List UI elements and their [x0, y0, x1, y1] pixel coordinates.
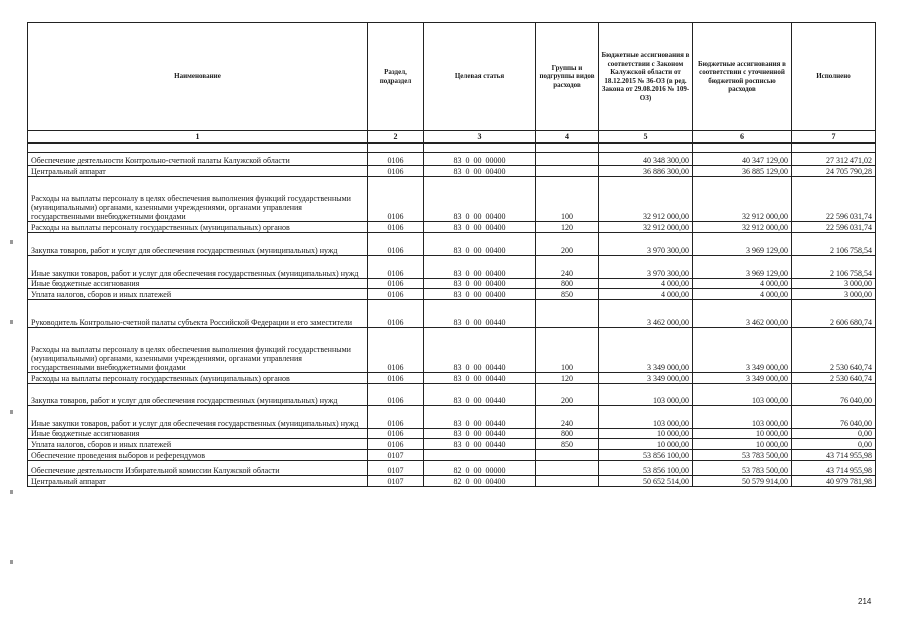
row-expense-group: 240 [536, 256, 599, 279]
table-row [28, 439, 876, 450]
row-expense-group: 120 [536, 222, 599, 233]
row-expense-group [536, 300, 599, 328]
row-target-article: 83 0 00 00400 [424, 222, 536, 233]
row-expense-group: 200 [536, 384, 599, 406]
row-budget-allocation: 3 970 300,00 [599, 233, 693, 256]
row-executed: 3 000,00 [792, 289, 876, 300]
row-executed: 2 606 680,74 [792, 300, 876, 328]
row-expense-group: 100 [536, 328, 599, 373]
row-expense-group: 240 [536, 406, 599, 429]
column-number: 2 [368, 131, 424, 144]
row-target-article: 83 0 00 00400 [424, 279, 536, 289]
column-number: 6 [693, 131, 792, 144]
row-section: 0106 [368, 300, 424, 328]
row-executed: 27 312 471,02 [792, 153, 876, 166]
row-refined-allocation: 103 000,00 [693, 406, 792, 429]
row-executed: 76 040,00 [792, 384, 876, 406]
header-expense-group: Группы и подгруппы видов расходов [536, 23, 599, 131]
row-executed: 22 596 031,74 [792, 222, 876, 233]
row-refined-allocation: 4 000,00 [693, 279, 792, 289]
row-section: 0106 [368, 289, 424, 300]
row-section: 0106 [368, 166, 424, 177]
table-row [28, 429, 876, 439]
header-row [28, 23, 876, 131]
table-row [28, 406, 876, 429]
row-target-article: 83 0 00 00440 [424, 373, 536, 384]
row-budget-allocation: 10 000,00 [599, 429, 693, 439]
row-name: Обеспечение проведения выборов и референдумов [28, 450, 368, 461]
page-number: 214 [858, 597, 872, 606]
row-expense-group: 120 [536, 373, 599, 384]
row-section: 0106 [368, 439, 424, 450]
row-executed: 43 714 955,98 [792, 450, 876, 461]
table-body [28, 153, 876, 487]
row-section: 0107 [368, 450, 424, 461]
row-refined-allocation: 32 912 000,00 [693, 222, 792, 233]
header-target-article: Целевая статья [424, 23, 536, 131]
row-expense-group: 800 [536, 429, 599, 439]
table-row [28, 300, 876, 328]
table-row [28, 256, 876, 279]
row-target-article: 83 0 00 00400 [424, 256, 536, 279]
row-expense-group [536, 166, 599, 177]
row-name: Центральный аппарат [28, 166, 368, 177]
row-budget-allocation: 32 912 000,00 [599, 177, 693, 222]
row-refined-allocation: 3 349 000,00 [693, 328, 792, 373]
row-budget-allocation: 103 000,00 [599, 406, 693, 429]
row-target-article: 83 0 00 00440 [424, 406, 536, 429]
row-name: Обеспечение деятельности Избирательной комиссии Калужской области [28, 461, 368, 476]
row-target-article: 82 0 00 00400 [424, 476, 536, 487]
row-target-article: 83 0 00 00440 [424, 429, 536, 439]
row-budget-allocation: 10 000,00 [599, 439, 693, 450]
row-executed: 2 106 758,54 [792, 233, 876, 256]
header-refined-allocation: Бюджетные ассигнования в соответствии с уточненной бюджетной росписью расходов [693, 23, 792, 131]
row-name: Уплата налогов, сборов и иных платежей [28, 439, 368, 450]
table-row [28, 153, 876, 166]
row-name: Руководитель Контрольно-счетной палаты субъекта Российской Федерации и его заместители [28, 300, 368, 328]
row-refined-allocation: 50 579 914,00 [693, 476, 792, 487]
row-executed: 0,00 [792, 439, 876, 450]
row-name: Иные бюджетные ассигнования [28, 429, 368, 439]
row-executed: 3 000,00 [792, 279, 876, 289]
row-executed: 2 106 758,54 [792, 256, 876, 279]
table-row [28, 233, 876, 256]
table-row [28, 476, 876, 487]
row-name: Иные закупки товаров, работ и услуг для обеспечения государственных (муниципальных) нужд [28, 256, 368, 279]
table-row [28, 177, 876, 222]
row-name: Закупка товаров, работ и услуг для обеспечения государственных (муниципальных) нужд [28, 233, 368, 256]
row-executed: 2 530 640,74 [792, 328, 876, 373]
row-budget-allocation: 53 856 100,00 [599, 461, 693, 476]
row-expense-group: 200 [536, 233, 599, 256]
row-budget-allocation: 3 462 000,00 [599, 300, 693, 328]
column-number: 1 [28, 131, 368, 144]
row-budget-allocation: 3 970 300,00 [599, 256, 693, 279]
row-executed: 76 040,00 [792, 406, 876, 429]
row-expense-group [536, 461, 599, 476]
row-budget-allocation: 3 349 000,00 [599, 328, 693, 373]
table-row [28, 373, 876, 384]
row-section: 0106 [368, 222, 424, 233]
row-expense-group [536, 476, 599, 487]
row-name: Расходы на выплаты персоналу государственных (муниципальных) органов [28, 373, 368, 384]
row-expense-group: 100 [536, 177, 599, 222]
row-expense-group: 850 [536, 439, 599, 450]
table-row [28, 279, 876, 289]
row-section: 0106 [368, 373, 424, 384]
row-refined-allocation: 53 783 500,00 [693, 461, 792, 476]
row-section: 0107 [368, 461, 424, 476]
header-section: Раздел, подраздел [368, 23, 424, 131]
table-row [28, 166, 876, 177]
header-executed: Исполнено [792, 23, 876, 131]
row-budget-allocation: 36 886 300,00 [599, 166, 693, 177]
row-target-article: 83 0 00 00440 [424, 328, 536, 373]
row-refined-allocation: 103 000,00 [693, 384, 792, 406]
table-row [28, 384, 876, 406]
row-expense-group [536, 450, 599, 461]
row-target-article: 83 0 00 00440 [424, 300, 536, 328]
row-name: Расходы на выплаты персоналу в целях обеспечения выполнения функций государственными (муниципальными) органами, казенными учреждениями, органами управления государственными внебюджетными фондами [28, 177, 368, 222]
row-section: 0107 [368, 476, 424, 487]
row-section: 0106 [368, 328, 424, 373]
row-refined-allocation: 3 969 129,00 [693, 256, 792, 279]
row-section: 0106 [368, 153, 424, 166]
row-name: Обеспечение деятельности Контрольно-счетной палаты Калужской области [28, 153, 368, 166]
column-number-row [28, 131, 876, 144]
row-name: Иные бюджетные ассигнования [28, 279, 368, 289]
row-budget-allocation: 103 000,00 [599, 384, 693, 406]
row-name: Закупка товаров, работ и услуг для обеспечения государственных (муниципальных) нужд [28, 384, 368, 406]
row-target-article: 83 0 00 00440 [424, 439, 536, 450]
row-executed: 2 530 640,74 [792, 373, 876, 384]
row-refined-allocation: 10 000,00 [693, 429, 792, 439]
row-budget-allocation: 32 912 000,00 [599, 222, 693, 233]
row-refined-allocation: 4 000,00 [693, 289, 792, 300]
row-executed: 0,00 [792, 429, 876, 439]
row-budget-allocation: 50 652 514,00 [599, 476, 693, 487]
row-refined-allocation: 36 885 129,00 [693, 166, 792, 177]
row-budget-allocation: 3 349 000,00 [599, 373, 693, 384]
row-section: 0106 [368, 384, 424, 406]
row-target-article [424, 450, 536, 461]
row-budget-allocation: 53 856 100,00 [599, 450, 693, 461]
column-number: 4 [536, 131, 599, 144]
table-row [28, 222, 876, 233]
column-number: 7 [792, 131, 876, 144]
row-section: 0106 [368, 233, 424, 256]
row-name: Иные закупки товаров, работ и услуг для обеспечения государственных (муниципальных) нужд [28, 406, 368, 429]
row-refined-allocation: 3 349 000,00 [693, 373, 792, 384]
row-target-article: 82 0 00 00000 [424, 461, 536, 476]
table-row [28, 450, 876, 461]
row-section: 0106 [368, 279, 424, 289]
row-expense-group: 850 [536, 289, 599, 300]
row-target-article: 83 0 00 00400 [424, 233, 536, 256]
row-refined-allocation: 3 462 000,00 [693, 300, 792, 328]
row-target-article: 83 0 00 00400 [424, 166, 536, 177]
budget-execution-table [27, 22, 876, 487]
header-budget-allocation: Бюджетные ассигнования в соответствии с Законом Калужской области от 18.12.2015 № 36-ОЗ (в ред. Закона от 29.08.2016 № 109-ОЗ) [599, 23, 693, 131]
spacer-row [28, 143, 876, 153]
row-section: 0106 [368, 177, 424, 222]
row-budget-allocation: 40 348 300,00 [599, 153, 693, 166]
table-row [28, 461, 876, 476]
header-name: Наименование [28, 23, 368, 131]
row-budget-allocation: 4 000,00 [599, 289, 693, 300]
row-name: Центральный аппарат [28, 476, 368, 487]
row-name: Расходы на выплаты персоналу государственных (муниципальных) органов [28, 222, 368, 233]
scan-margin-marks [10, 240, 14, 570]
row-expense-group [536, 153, 599, 166]
row-target-article: 83 0 00 00000 [424, 153, 536, 166]
table-row [28, 289, 876, 300]
row-target-article: 83 0 00 00440 [424, 384, 536, 406]
row-executed: 40 979 781,98 [792, 476, 876, 487]
row-refined-allocation: 53 783 500,00 [693, 450, 792, 461]
row-name: Уплата налогов, сборов и иных платежей [28, 289, 368, 300]
row-refined-allocation: 32 912 000,00 [693, 177, 792, 222]
row-target-article: 83 0 00 00400 [424, 289, 536, 300]
column-number: 5 [599, 131, 693, 144]
row-executed: 43 714 955,98 [792, 461, 876, 476]
row-section: 0106 [368, 406, 424, 429]
row-section: 0106 [368, 256, 424, 279]
row-name: Расходы на выплаты персоналу в целях обеспечения выполнения функций государственными (муниципальными) органами, казенными учреждениями, органами управления государственными внебюджетными фондами [28, 328, 368, 373]
row-budget-allocation: 4 000,00 [599, 279, 693, 289]
row-target-article: 83 0 00 00400 [424, 177, 536, 222]
row-section: 0106 [368, 429, 424, 439]
row-refined-allocation: 40 347 129,00 [693, 153, 792, 166]
row-refined-allocation: 10 000,00 [693, 439, 792, 450]
row-expense-group: 800 [536, 279, 599, 289]
row-refined-allocation: 3 969 129,00 [693, 233, 792, 256]
column-number: 3 [424, 131, 536, 144]
row-executed: 24 705 790,28 [792, 166, 876, 177]
row-executed: 22 596 031,74 [792, 177, 876, 222]
table-row [28, 328, 876, 373]
